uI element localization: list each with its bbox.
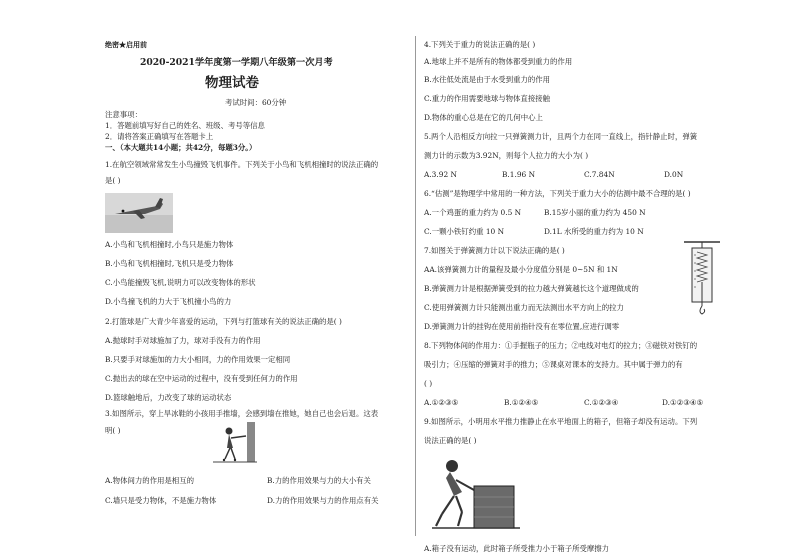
boy-pushing-box-figure xyxy=(432,452,520,532)
q5-stem: 5.两个人沿相反方向拉一只弹簧测力计，且两个力在同一直线上，指针静止时，弹簧 xyxy=(424,132,698,141)
q4-option-b: B.水往低处流是由于水受到重力的作用 xyxy=(424,75,551,84)
q2-option-d: D.篮球触地后，力改变了球的运动状态 xyxy=(105,393,232,402)
q3-option-d: D.力的作用效果与力的作用点有关 xyxy=(267,496,379,505)
q1-stem: 1.在航空领域常常发生小鸟撞毁飞机事件。下列关于小鸟和飞机相撞时的说法正确的 xyxy=(105,160,379,169)
q5-option-c: C.7.84N xyxy=(584,170,615,179)
q5-option-a: A.3.92 N xyxy=(424,170,457,179)
confidential-mark: 绝密★启用前 xyxy=(105,40,147,49)
q7-option-d: D.弹簧测力计的挂钩在使用前指针没有在零位置,应进行调零 xyxy=(424,322,620,331)
child-pushing-wall-figure xyxy=(213,422,257,464)
q8-option-a: A.①②③⑤ xyxy=(424,398,459,407)
q4-option-a: A.地球上并不是所有的物体都受到重力的作用 xyxy=(424,57,573,66)
q9-stem-cont: 说法正确的是( ) xyxy=(424,436,477,445)
q7-option-b: B.弹簧测力计是根据弹簧受到的拉力越大弹簧越长这个道理做成的 xyxy=(424,284,639,293)
q2-option-c: C.抛出去的球在空中运动的过程中，没有受到任何力的作用 xyxy=(105,374,298,383)
q8-stem-cont: 吸引力；④压缩的弹簧对手的推力；⑤课桌对课本的支持力。其中属于弹力的有 xyxy=(424,360,683,369)
q5-option-b: B.1.96 N xyxy=(502,170,536,179)
q4-option-d: D.物体的重心总是在它的几何中心上 xyxy=(424,113,543,122)
q1-option-a: A.小鸟和飞机相撞时,小鸟只是施力物体 xyxy=(105,240,234,249)
q6-stem: 6.“估测”是物理学中常用的一种方法，下列关于重力大小的估测中最不合理的是( ) xyxy=(424,189,691,198)
q8-option-c: C.①②③④ xyxy=(584,398,619,407)
q5-stem-cont: 测力计的示数为3.92N，则每个人拉力的大小为( ) xyxy=(424,151,589,160)
q2-option-b: B.只要手对球施加的力大小相同，力的作用效果一定相同 xyxy=(105,355,291,364)
q8-stem: 8.下列物体间的作用力：①手握瓶子的压力；②电线对电灯的拉力；③磁铁对铁钉的 xyxy=(424,341,698,350)
q4-stem: 4.下列关于重力的说法正确的是( ) xyxy=(424,40,536,49)
q9-option-a: A.箱子没有运动，此时箱子所受推力小于箱子所受摩擦力 xyxy=(424,544,610,553)
note-item: 2．请将答案正确填写在答题卡上 xyxy=(105,132,214,141)
notes-heading: 注意事项： xyxy=(105,110,142,119)
q6-option-d: D.1L 水所受的重力约为 10 N xyxy=(544,227,644,236)
q2-option-a: A.抛球时手对球施加了力，球对手没有力的作用 xyxy=(105,336,261,345)
q3-option-a: A.物体间力的作用是相互的 xyxy=(105,476,194,485)
section-heading: 一、（本大题共14小题；共42分，每题3分。） xyxy=(105,143,257,152)
exam-title: 2020-2021学年度第一学期八年级第一次月考 xyxy=(140,57,333,68)
spring-scale-figure xyxy=(682,240,722,318)
q3-stem-cont: 明( ) xyxy=(105,426,121,435)
q8-stem-cont2: ( ) xyxy=(424,379,433,388)
note-item: 1．答题前填写好自己的姓名、班级、考号等信息 xyxy=(105,121,265,130)
q6-option-c: C.一颗小铁钉约重 10 N xyxy=(424,227,505,236)
subject-title: 物理试卷 xyxy=(205,75,259,91)
q5-option-d: D.0N xyxy=(664,170,684,179)
q6-option-b: B.15岁小丽的重力约为 450 N xyxy=(544,208,646,217)
q1-option-b: B.小鸟和飞机相撞时,飞机只是受力物体 xyxy=(105,259,234,268)
q8-option-b: B.①②④⑤ xyxy=(504,398,539,407)
q1-option-d: D.小鸟撞飞机的力大于飞机撞小鸟的力 xyxy=(105,297,232,306)
q3-stem: 3.如图所示，穿上旱冰鞋的小孩用手推墙，会感到墙在推她，她自己也会后退。这表 xyxy=(105,409,379,418)
q7-option-a: AA.该弹簧测力计的量程及最小分度值分别是 0~5N 和 1N xyxy=(424,265,618,274)
q1-stem-cont: 是( ) xyxy=(105,176,121,185)
q9-stem: 9.如图所示，小明用水平推力推静止在水平地面上的箱子，但箱子却没有运动。下列 xyxy=(424,417,698,426)
q1-option-c: C.小鸟能撞毁飞机,说明力可以改变物体的形状 xyxy=(105,278,256,287)
q7-stem: 7.如图关于弹簧测力计以下说法正确的是( ) xyxy=(424,246,565,255)
exam-time: 考试时间：60分钟 xyxy=(225,98,287,107)
q6-option-a: A.一个鸡蛋的重力约为 0.5 N xyxy=(424,208,522,217)
column-divider xyxy=(415,36,416,536)
q4-option-c: C.重力的作用需要地球与物体直接接触 xyxy=(424,94,550,103)
q2-stem: 2.打篮球是广大青少年喜爱的运动，下列与打篮球有关的说法正确的是( ) xyxy=(105,317,342,326)
q3-option-c: C.墙只是受力物体，不是施力物体 xyxy=(105,496,217,505)
q7-option-c: C.使用弹簧测力计只能测出重力而无法测出水平方向上的拉力 xyxy=(424,303,624,312)
bird-airplane-figure xyxy=(105,193,173,233)
q3-option-b: B.力的作用效果与力的大小有关 xyxy=(267,476,371,485)
q8-option-d: D.①②③④⑤ xyxy=(662,398,704,407)
